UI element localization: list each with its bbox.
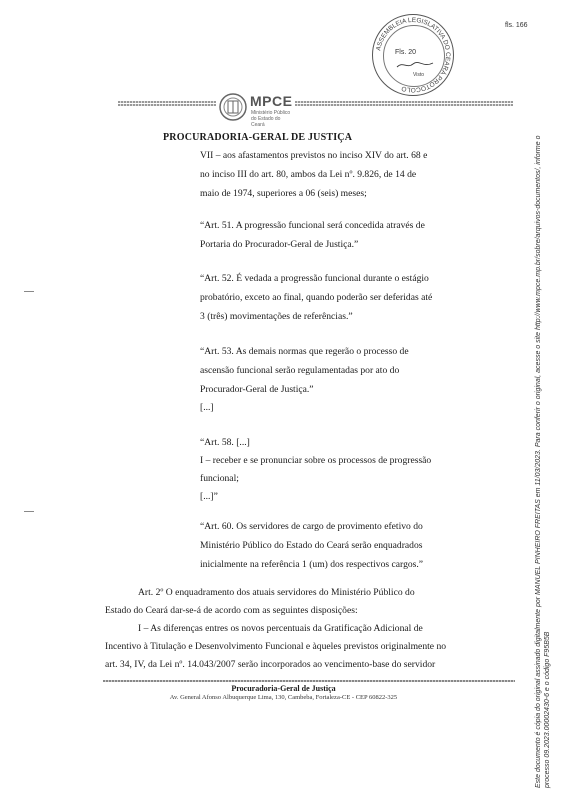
page-number: fls. 166 bbox=[505, 22, 528, 29]
side-note-line-2: processo 09.2023.00002430-6 e o código F95B5B bbox=[544, 631, 551, 788]
header-rule-left-2 bbox=[118, 104, 216, 106]
digital-signature-note bbox=[534, 58, 552, 788]
stamp-fls: Fls. 20 bbox=[395, 49, 417, 56]
logo-text: MPCE bbox=[250, 93, 293, 109]
body-line: no inciso III do art. 80, ambos da Lei nº. 9.826, de 14 de bbox=[200, 169, 417, 180]
body-line: “Art. 51. A progressão funcional será concedida através de bbox=[200, 220, 425, 231]
stamp-ring-text: ASSEMBLEIA LEGISLATIVA DO CEARÁ PROTOCOLO bbox=[375, 16, 452, 94]
body-line: “Art. 52. É vedada a progressão funcional durante o estágio bbox=[200, 273, 429, 284]
body-line: VII – aos afastamentos previstos no inciso XIV do art. 68 e bbox=[200, 150, 428, 161]
body-line: Ministério Público do Estado do Ceará serão enquadrados bbox=[200, 540, 423, 551]
body-line: [...] bbox=[200, 402, 214, 413]
body-line: “Art. 58. [...] bbox=[200, 437, 250, 448]
body-line: Estado do Ceará dar-se-á de acordo com as seguintes disposições: bbox=[105, 605, 358, 616]
body-line: 3 (três) movimentações de referências.” bbox=[200, 311, 353, 322]
page-title: PROCURADORIA-GERAL DE JUSTIÇA bbox=[163, 132, 353, 143]
body-line: Procurador-Geral de Justiça.” bbox=[200, 384, 314, 395]
margin-mark bbox=[24, 291, 34, 292]
body-line: art. 34, IV, da Lei nº. 14.043/2007 serão incorporados ao vencimento-base do servidor bbox=[105, 659, 436, 670]
body-line: Portaria do Procurador-Geral de Justiça.” bbox=[200, 239, 359, 250]
header-rule-left bbox=[118, 101, 216, 103]
header-rule-right bbox=[295, 101, 513, 103]
body-line: ascensão funcional serão regulamentadas por ato do bbox=[200, 365, 400, 376]
margin-mark bbox=[24, 511, 34, 512]
protocol-stamp bbox=[372, 14, 454, 96]
mpce-logo-icon bbox=[218, 92, 248, 122]
stamp-visto: Visto bbox=[413, 72, 425, 78]
body-line: I – As diferenças entres os novos percentuais da Gratificação Adicional de bbox=[138, 623, 423, 634]
body-line: maio de 1974, superiores a 06 (seis) meses; bbox=[200, 188, 367, 199]
body-line: “Art. 60. Os servidores de cargo de provimento efetivo do bbox=[200, 521, 423, 532]
body-line: [...]” bbox=[200, 491, 218, 502]
footer-title: Procuradoria-Geral de Justiça bbox=[231, 684, 336, 693]
body-line: probatório, exceto ao final, quando poderão ser deferidas até bbox=[200, 292, 433, 303]
body-line: inicialmente na referência 1 (um) dos respectivos cargos.” bbox=[200, 559, 424, 570]
body-line: Incentivo à Titulação e Desenvolvimento Funcional e àqueles previstos originalmente no bbox=[105, 641, 447, 652]
footer-address: Av. General Afonso Albuquerque Lima, 130, Cambeba, Fortaleza-CE - CEP 60822-325 bbox=[169, 694, 398, 701]
side-note-line-1: Este documento é cópia do original assinado digitalmente por MANUEL PINHEIRO FREITAS em 11/03/2023. Para conferir o original, acesse o site http://www.mpce.mp.br/sobre/arquivos-documentos/, informe o bbox=[535, 135, 542, 788]
logo-subtitle: Ministério Público do Estado do Ceará bbox=[251, 110, 291, 128]
body-line: funcional; bbox=[200, 473, 239, 484]
body-line: Art. 2º O enquadramento dos atuais servidores do Ministério Público do bbox=[138, 587, 415, 598]
header-rule-right-2 bbox=[295, 104, 513, 106]
stamp-signature-icon bbox=[395, 59, 435, 71]
body-line: “Art. 53. As demais normas que regerão o processo de bbox=[200, 346, 409, 357]
footer-rule bbox=[103, 680, 515, 682]
body-line: I – receber e se pronunciar sobre os processos de progressão bbox=[200, 455, 432, 466]
